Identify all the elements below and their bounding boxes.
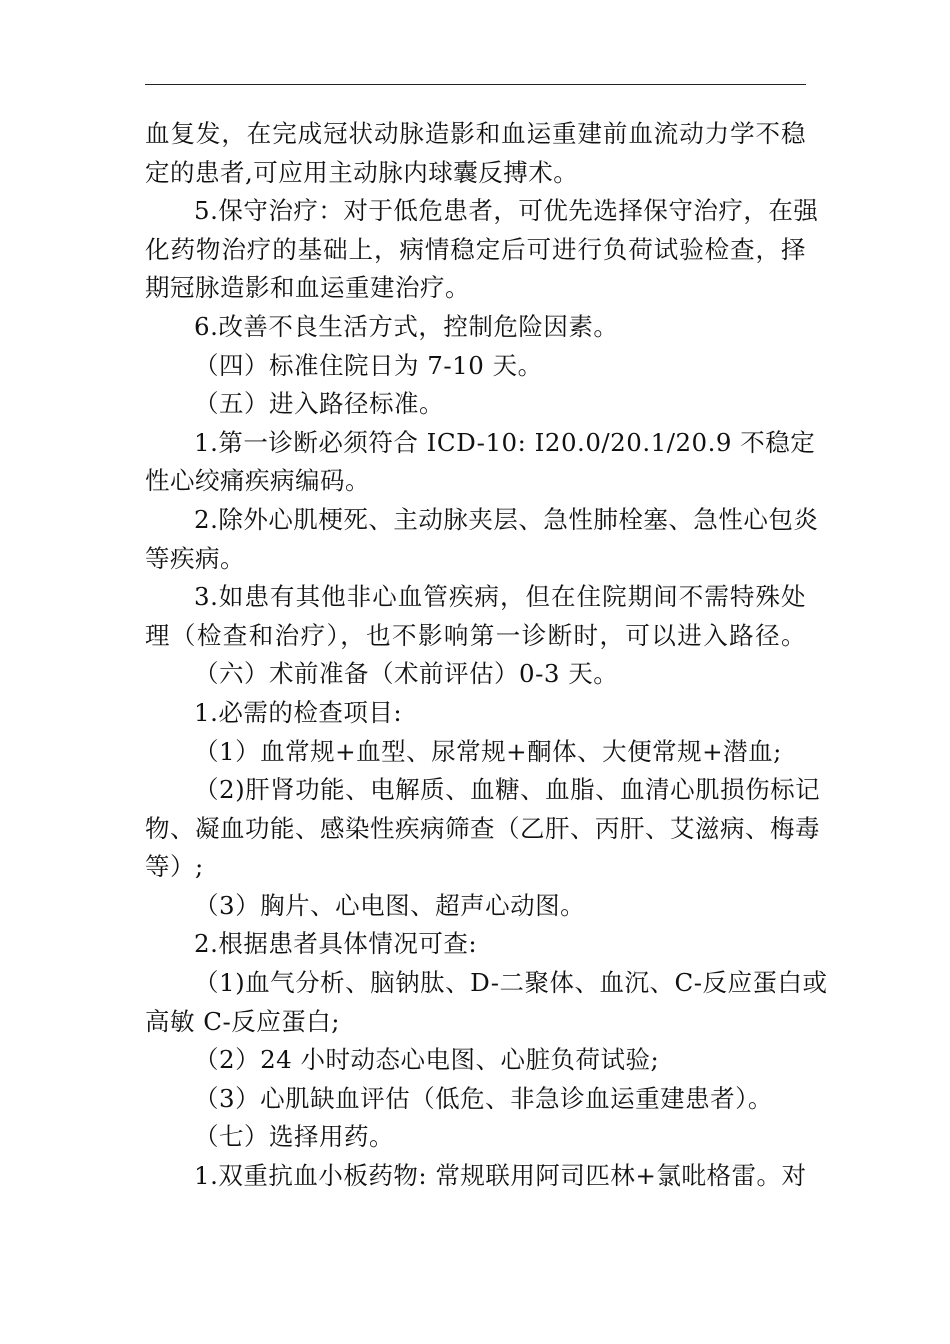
text-line: 血复发，在完成冠状动脉造影和血运重建前血流动力学不稳: [145, 119, 806, 148]
text-line: （2)肝肾功能、电解质、血糖、血脂、血清心肌损伤标记: [194, 775, 821, 805]
text-line: 3.如患有其他非心血管疾病，但在住院期间不需特殊处: [194, 582, 806, 612]
text-line: （2）24 小时动态心电图、心脏负荷试验;: [194, 1045, 660, 1075]
text-line: 等）;: [145, 852, 204, 882]
document-body: [145, 115, 828, 1196]
text-line: （四）标准住院日为 7-10 天。: [194, 350, 543, 380]
text-line: 物、凝血功能、感染性疾病筛查（乙肝、丙肝、艾滋病、梅毒: [145, 813, 820, 843]
text-line: 化药物治疗的基础上，病情稳定后可进行负荷试验检查，择: [145, 234, 806, 264]
text-line: （3）胸片、心电图、超声心动图。: [194, 890, 586, 920]
text-line: （3）心肌缺血评估（低危、非急诊血运重建患者）。: [194, 1083, 773, 1113]
text-line: 等疾病。: [145, 543, 245, 573]
text-line: 性心绞痛疾病编码。: [145, 466, 370, 496]
text-line: （七）选择用药。: [194, 1122, 394, 1152]
text-line: （五）进入路径标准。: [194, 389, 444, 419]
text-line: 期冠脉造影和血运重建治疗。: [145, 273, 470, 303]
text-line: （1）血常规+血型、尿常规+酮体、大便常规+潜血;: [194, 736, 782, 766]
text-line: 1.第一诊断必须符合 ICD-10: I20.0/20.1/20.9 不稳定: [194, 427, 816, 457]
text-line: 6.改善不良生活方式，控制危险因素。: [194, 311, 619, 341]
text-line: 2.除外心肌梗死、主动脉夹层、急性肺栓塞、急性心包炎: [194, 504, 819, 534]
text-line: 定的患者,可应用主动脉内球囊反搏术。: [145, 157, 579, 187]
text-line: 理（检查和治疗），也不影响第一诊断时，可以进入路径。: [145, 620, 806, 650]
text-line: 高敏 C-反应蛋白;: [145, 1006, 341, 1036]
text-line: （六）术前准备（术前评估）0-3 天。: [194, 659, 619, 689]
text-line: 5.保守治疗：对于低危患者，可优先选择保守治疗，在强: [194, 196, 819, 226]
header-rule: [145, 84, 806, 85]
text-line: 1.必需的检查项目:: [194, 697, 403, 727]
text-line: （1)血气分析、脑钠肽、D-二聚体、血沉、C-反应蛋白或: [194, 968, 828, 998]
text-line: 1.双重抗血小板药物: 常规联用阿司匹林+氯吡格雷。对: [194, 1161, 807, 1191]
text-line: 2.根据患者具体情况可查:: [194, 929, 478, 959]
